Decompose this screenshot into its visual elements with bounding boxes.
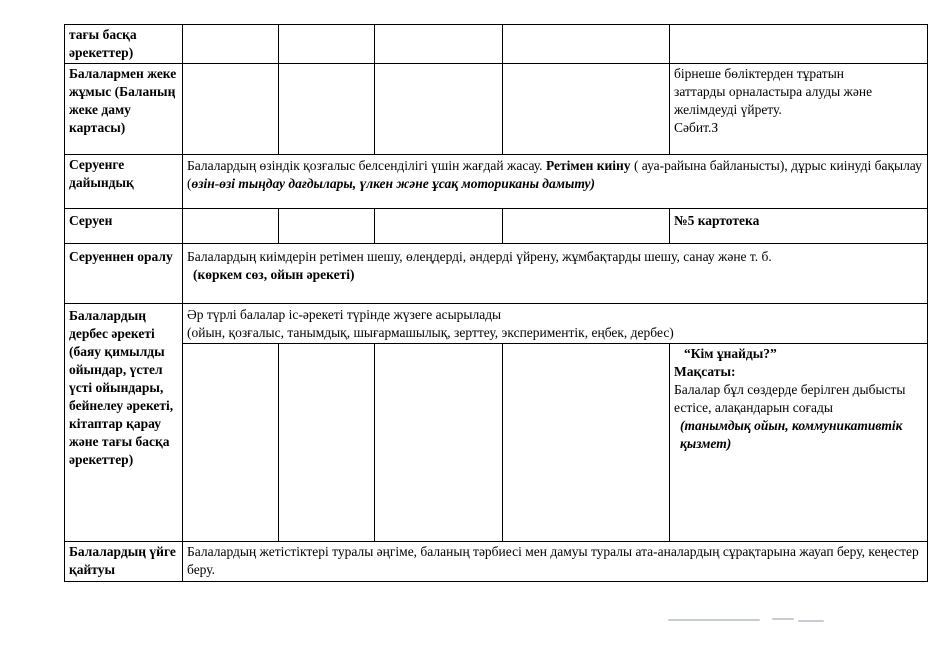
row-label-independent: Балалардың дербес әрекеті (баяу қимылды ойындар, үстел үсті ойындары, бейнелеу әрекеті, кітаптар қарау және тағы басқа әрекеттер) xyxy=(65,304,183,542)
game-title: “Кім ұнайды?” xyxy=(684,346,777,361)
row-independent xyxy=(65,304,928,344)
row-other-activities xyxy=(65,25,928,64)
cell-empty xyxy=(375,344,503,542)
row-individual-work xyxy=(65,64,928,155)
walk-prep-text-1: Балалардың өзіндік қозғалыс белсенділігі үшін жағдай жасау. xyxy=(187,158,546,173)
walk-friday-cell: №5 картотека xyxy=(670,209,928,244)
cell-empty xyxy=(375,209,503,244)
cell-empty xyxy=(375,64,503,155)
row-going-home xyxy=(65,542,928,582)
cell-empty xyxy=(183,64,279,155)
faint-signature-mark xyxy=(668,616,828,624)
goal-text: Балалар бұл сөздерде берілген дыбысты естісе, алақандарын соғады xyxy=(674,382,906,415)
cell-empty xyxy=(375,25,503,64)
independent-general-cell xyxy=(183,304,928,344)
daily-plan-table xyxy=(64,24,928,582)
independent-line-1: Әр түрлі балалар іс-әрекеті түрінде жүзеге асырылады xyxy=(187,307,502,322)
cell-empty xyxy=(183,25,279,64)
cell-empty xyxy=(503,209,670,244)
cell-empty xyxy=(279,64,375,155)
walk-prep-text-bold-italic: өзін-өзі тыңдау дағдылары, үлкен және ұсақ моториканы дамыту) xyxy=(191,176,596,191)
independent-friday-cell xyxy=(670,344,928,542)
cell-empty xyxy=(183,209,279,244)
row-label-other-activities: тағы басқа әрекеттер) xyxy=(65,25,183,64)
row-walk xyxy=(65,209,928,244)
individual-work-line: бірнеше бөліктерден тұратын xyxy=(674,66,844,81)
cell-empty xyxy=(503,344,670,542)
row-label-individual-work: Балалармен жеке жұмыс (Баланың жеке даму картасы) xyxy=(65,64,183,155)
independent-line-2: (ойын, қозғалыс, танымдық, шығармашылық, зерттеу, экспериментік, еңбек, дербес) xyxy=(187,325,674,340)
walk-return-text: Балалардың киімдерін ретімен шешу, өлеңдерді, әндерді үйрену, жұмбақтарды шешу, санау және т. б. xyxy=(187,249,772,264)
row-walk-return xyxy=(65,244,928,304)
individual-work-line: Сәбит.З xyxy=(674,120,719,135)
walk-return-text-bold: (көркем сөз, ойын әрекеті) xyxy=(193,267,355,282)
cell-empty xyxy=(503,64,670,155)
cell-empty xyxy=(670,25,928,64)
individual-work-line: заттарды орналастыра алуды және xyxy=(674,84,873,99)
row-walk-prep xyxy=(65,155,928,209)
cell-empty xyxy=(279,209,375,244)
cell-empty xyxy=(503,25,670,64)
row-label-walk: Серуен xyxy=(65,209,183,244)
cell-empty xyxy=(279,344,375,542)
row-independent-days xyxy=(65,344,928,542)
walk-prep-text-2: ( ауа-райына байланысты), дұрыс киінуді бақылау ( xyxy=(187,158,922,191)
going-home-text: Балалардың жетістіктері туралы әңгіме, баланың тәрбиесі мен дамуы туралы ата-аналардың сұрақтарына жауап беру, кеңестер беру. xyxy=(183,542,928,582)
cell-empty xyxy=(279,25,375,64)
row-label-walk-return: Серуеннен оралу xyxy=(65,244,183,304)
individual-work-friday-cell xyxy=(670,64,928,155)
individual-work-line: желімдеуді үйрету. xyxy=(674,102,782,117)
row-label-walk-prep: Серуенге дайындық xyxy=(65,155,183,209)
cell-empty xyxy=(183,344,279,542)
walk-prep-text-bold: Ретімен киіну xyxy=(545,158,631,173)
game-type: (танымдық ойын, коммуникативтік қызмет) xyxy=(680,418,903,451)
goal-label: Мақсаты: xyxy=(674,364,736,379)
walk-prep-text xyxy=(183,155,928,209)
walk-return-cell xyxy=(183,244,928,304)
row-label-going-home: Балалардың үйге қайтуы xyxy=(65,542,183,582)
